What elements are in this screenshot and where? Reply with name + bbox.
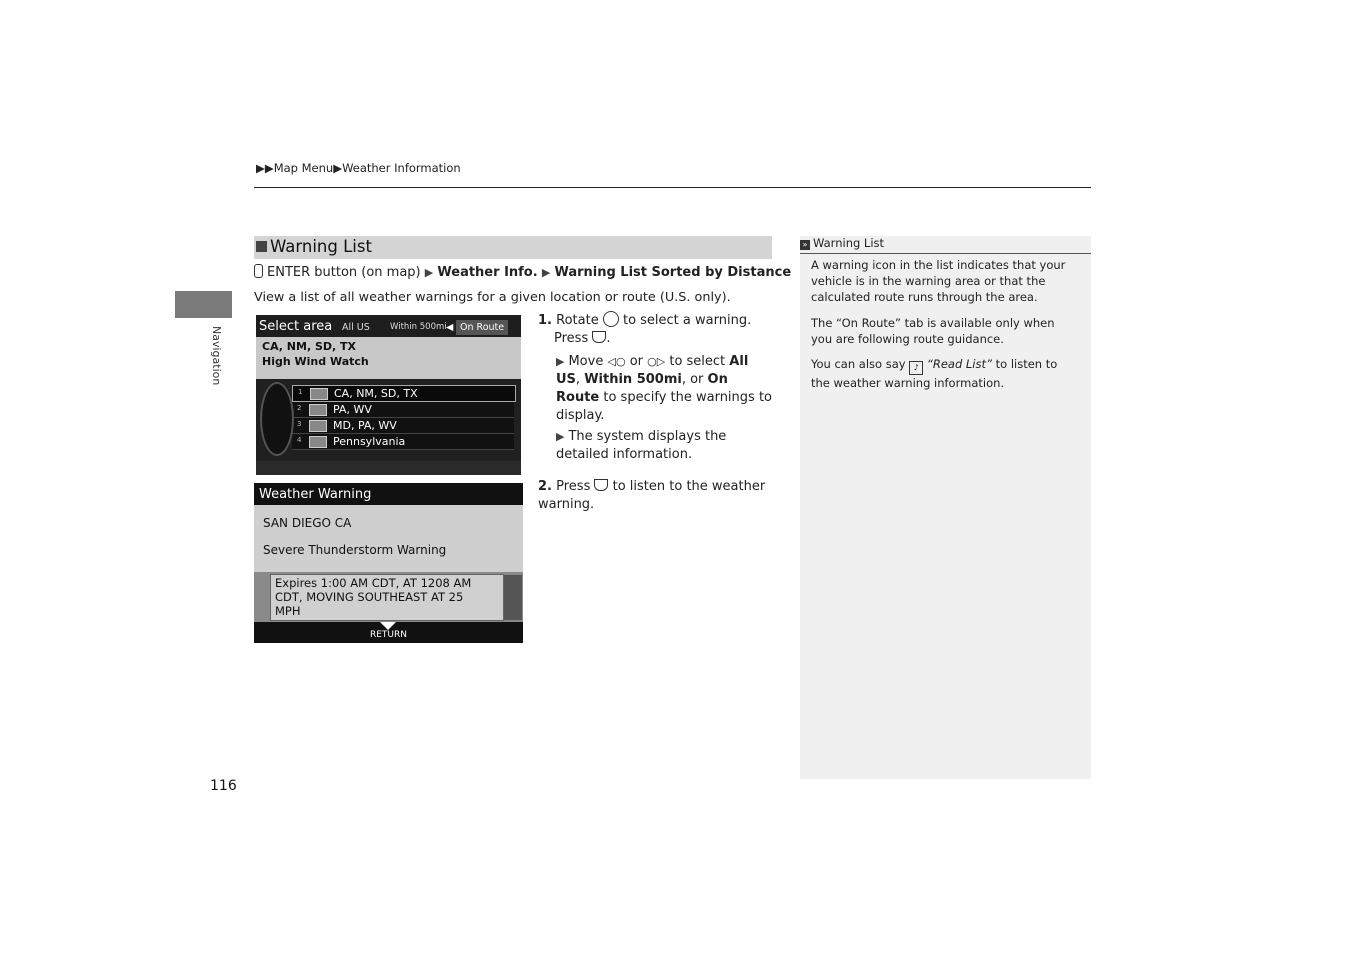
- breadcrumb-arrows: ▶▶: [256, 161, 274, 175]
- step-1-sub-2: [556, 428, 772, 464]
- step-2: [538, 478, 774, 514]
- area-tabs: [338, 320, 518, 336]
- move-left-icon: ◁○: [607, 355, 626, 368]
- voice-playback-icon[interactable]: [504, 575, 522, 620]
- down-arrow-icon: [380, 622, 396, 630]
- square-bullet-icon: [256, 241, 267, 252]
- breadcrumb: [256, 161, 461, 175]
- menu-path-weather-info: Weather Info.: [437, 265, 538, 280]
- menu-path-warning-list: Warning List Sorted by Distance: [554, 265, 792, 280]
- section-title: [256, 236, 372, 258]
- step-text: to specify the warnings to display.: [556, 390, 772, 423]
- step-text: Press: [556, 479, 591, 494]
- press-dial-icon: [594, 479, 608, 491]
- screen-footer: [256, 461, 521, 475]
- return-button[interactable]: [254, 622, 523, 643]
- note-text: You can also say: [811, 357, 906, 371]
- tab-within-500mi[interactable]: Within 500mi: [390, 322, 447, 332]
- breadcrumb-item-weather-information[interactable]: Weather Information: [342, 161, 461, 175]
- warning-list: [256, 379, 521, 461]
- warning-icon: [309, 420, 327, 432]
- step-text: Move: [568, 354, 604, 369]
- tab-arrow-icon: ◀: [446, 322, 454, 333]
- interface-dial-icon: [603, 311, 619, 327]
- return-label: RETURN: [369, 630, 407, 640]
- warning-location: SAN DIEGO CA: [263, 516, 352, 530]
- breadcrumb-arrow: ▶: [333, 161, 343, 175]
- step-text: or: [629, 354, 643, 369]
- list-item[interactable]: [292, 418, 514, 434]
- enter-button-icon: [254, 264, 263, 278]
- path-arrow-icon: ▶: [541, 266, 551, 279]
- row-label: Pennsylvania: [333, 435, 406, 448]
- note-text: to listen to the weather warning information.: [811, 357, 1058, 390]
- list-item[interactable]: [292, 434, 514, 450]
- header-rule: [254, 187, 1091, 188]
- row-label: PA, WV: [333, 403, 372, 416]
- step-text: to select: [669, 354, 726, 369]
- note-heading-text: Warning List: [813, 236, 885, 250]
- select-area-screen: [256, 315, 521, 475]
- row-number: 3: [297, 420, 302, 428]
- row-number: 1: [298, 388, 303, 396]
- step-text: , or: [681, 372, 704, 387]
- row-label: CA, NM, SD, TX: [334, 387, 418, 400]
- screen-title: Weather Warning: [259, 487, 372, 502]
- step-number: 1.: [538, 313, 552, 328]
- voice-command: “Read List”: [926, 357, 992, 371]
- warning-icon: [309, 436, 327, 448]
- step-number: 2.: [538, 479, 552, 494]
- warning-icon: [310, 388, 328, 400]
- option-on-route: On Route: [556, 372, 728, 405]
- step-text: Rotate: [556, 313, 599, 328]
- note-paragraph: [811, 356, 1079, 391]
- note-paragraph: The “On Route” tab is available only when you are following route guidance.: [811, 316, 1055, 346]
- talk-button-icon: ♪: [909, 361, 923, 375]
- info-states: CA, NM, SD, TX: [262, 340, 357, 353]
- intro-text: View a list of all weather warnings for a given location or route (U.S. only).: [254, 290, 731, 305]
- sub-arrow-icon: ▶: [556, 355, 565, 368]
- note-heading: [800, 236, 884, 250]
- chapter-tab: [175, 291, 232, 318]
- step-text: Press: [554, 331, 589, 346]
- detail-line: CDT, MOVING SOUTHEAST AT 25: [275, 590, 464, 604]
- press-dial-icon: [592, 331, 606, 343]
- info-warning-type: High Wind Watch: [262, 355, 369, 368]
- move-right-icon: ○▷: [647, 355, 666, 368]
- row-number: 2: [297, 404, 302, 412]
- step-1: 1. Rotate to select a warning. Press .: [538, 313, 752, 346]
- page-number: 116: [210, 778, 237, 794]
- step-1-sub-1: ▶ Move ◁○ or ○▷ to select All US, Within 500mi, or On Route to specify the warnings to display.: [556, 354, 772, 423]
- detail-line: MPH: [275, 604, 301, 618]
- screen-title: Select area: [259, 319, 333, 334]
- sub-arrow-icon: ▶: [556, 430, 565, 443]
- step-text: to select a warning.: [622, 313, 752, 328]
- detail-line: Expires 1:00 AM CDT, AT 1208 AM: [275, 576, 472, 590]
- row-label: MD, PA, WV: [333, 419, 397, 432]
- tab-all-us[interactable]: All US: [342, 322, 370, 333]
- note-paragraph: A warning icon in the list indicates that your vehicle is in the warning area or that the calculated route runs through the area.: [811, 258, 1066, 304]
- step-text: to listen to the weather warning.: [538, 479, 766, 512]
- option-within-500mi: Within 500mi: [584, 372, 682, 387]
- warning-type: Severe Thunderstorm Warning: [263, 543, 447, 557]
- warning-icon: [309, 404, 327, 416]
- breadcrumb-item-map-menu[interactable]: Map Menu: [273, 161, 334, 175]
- scroll-dial-icon: [260, 382, 294, 456]
- menu-path-prefix: ENTER button (on map): [267, 265, 421, 280]
- note-arrow-icon: »: [800, 240, 810, 250]
- step-text: The system displays the detailed information.: [556, 429, 727, 462]
- section-title-text: Warning List: [270, 237, 372, 256]
- chapter-label: Navigation: [210, 326, 223, 386]
- path-arrow-icon: ▶: [424, 266, 434, 279]
- tab-on-route[interactable]: On Route: [456, 320, 508, 335]
- weather-warning-screen: [254, 483, 523, 643]
- row-number: 4: [297, 436, 302, 444]
- option-all-us: All US: [556, 354, 749, 387]
- list-item[interactable]: [292, 385, 516, 402]
- menu-path: [254, 264, 791, 280]
- list-item[interactable]: [292, 402, 514, 418]
